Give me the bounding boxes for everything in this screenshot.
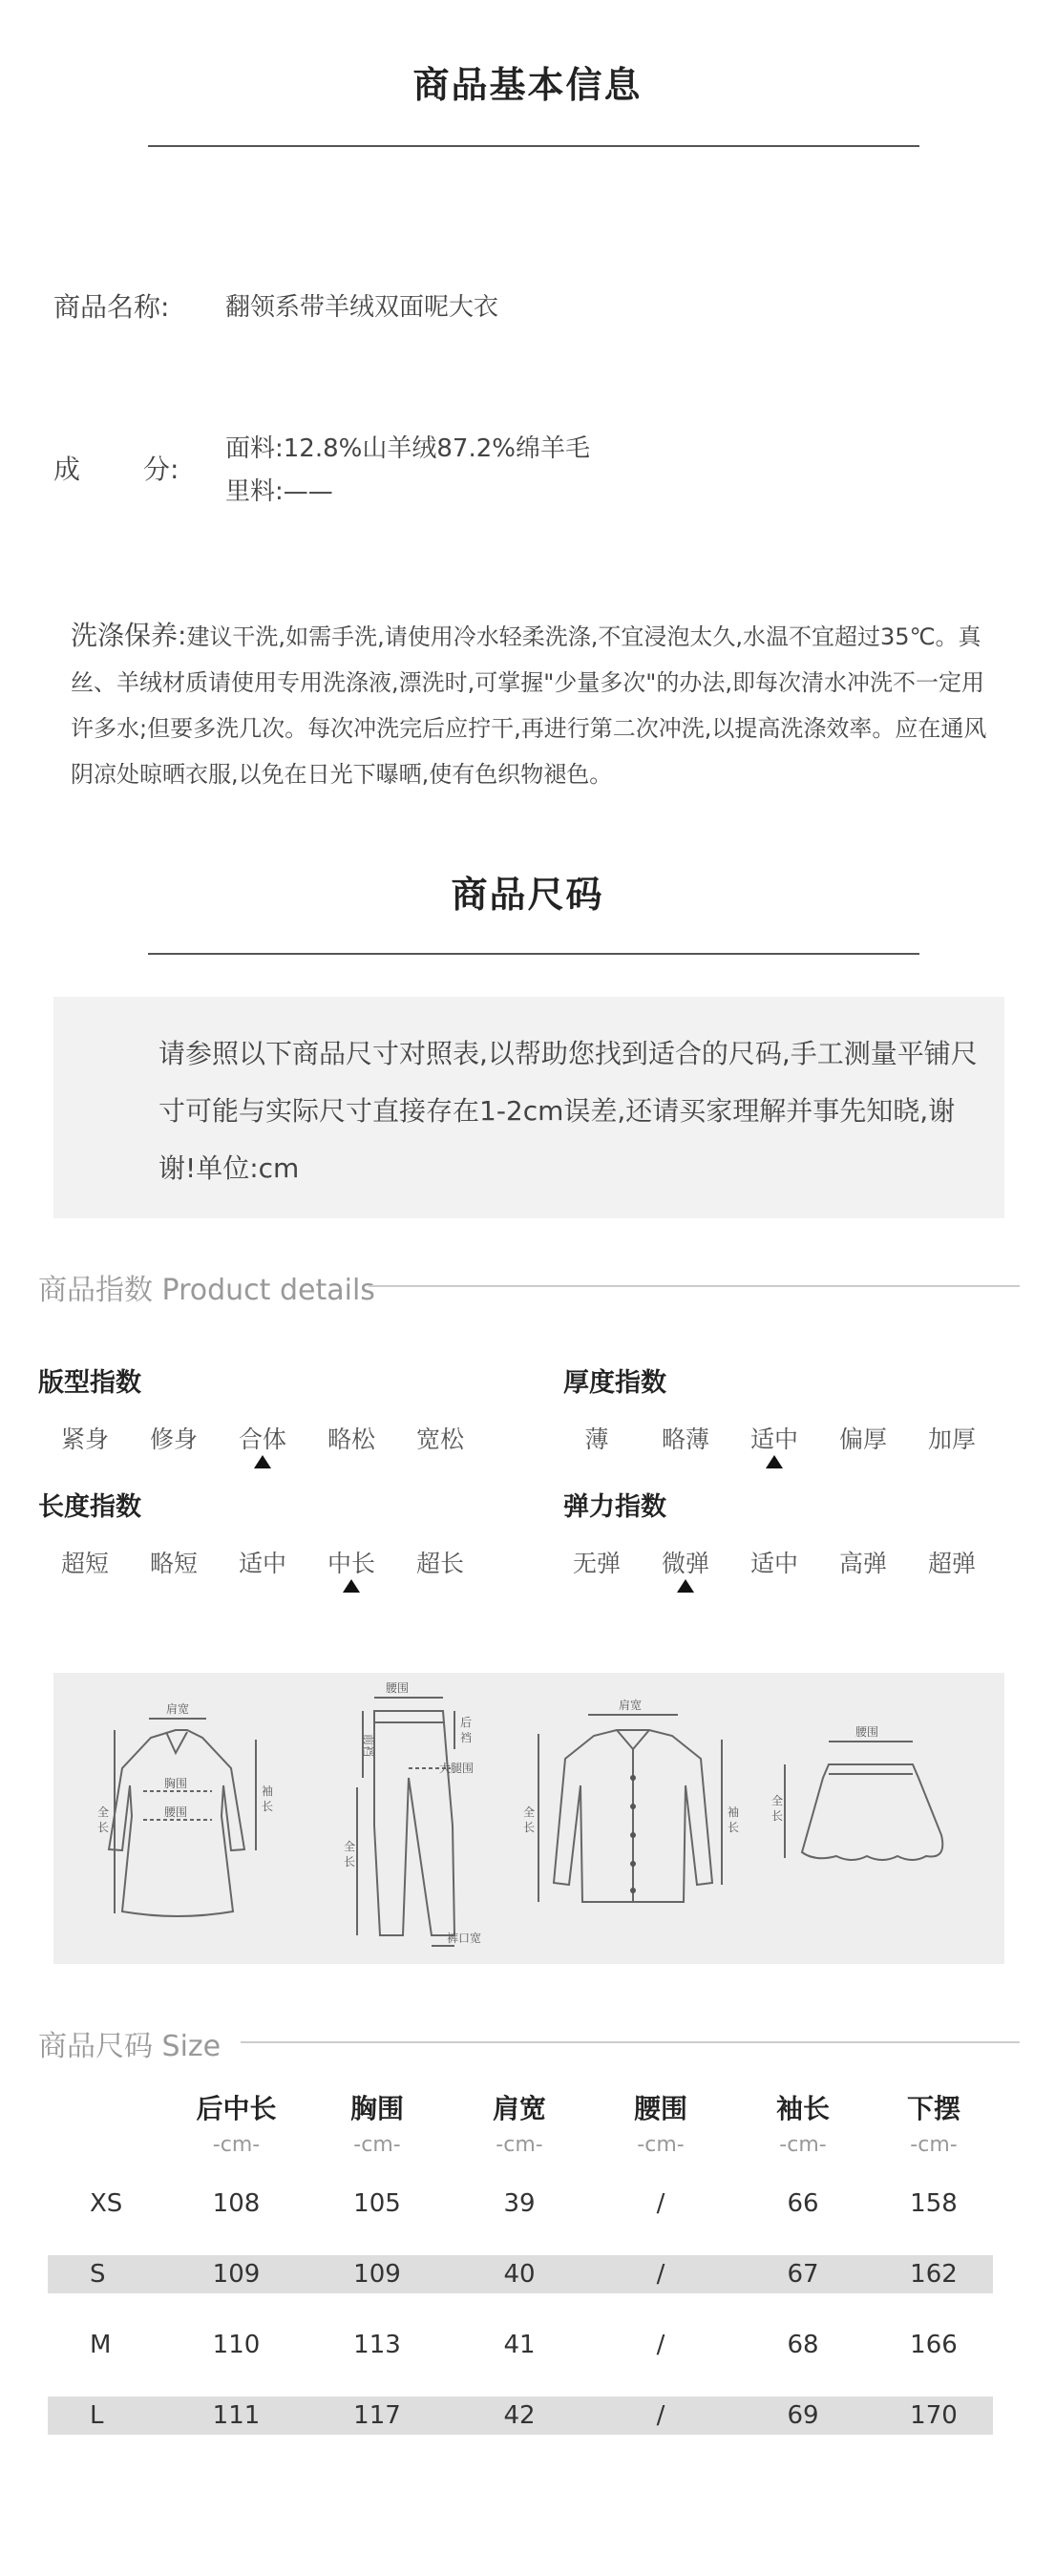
table-row <box>48 2397 993 2435</box>
size-table-header-row <box>48 2087 993 2127</box>
index-option: 修身 <box>149 1425 198 1453</box>
table-cell: 170 <box>875 2397 993 2435</box>
dress-bust-label: 胸围 <box>164 1777 188 1790</box>
table-cell: 162 <box>875 2255 993 2293</box>
index-title: 厚度指数 <box>563 1368 666 1398</box>
table-cell: 158 <box>910 2189 958 2218</box>
wash-care-label: 洗涤保养: <box>71 620 187 651</box>
index-option: 略短 <box>149 1550 198 1577</box>
table-cell: 113 <box>353 2331 401 2359</box>
unit-label: -cm- <box>637 2132 685 2157</box>
table-cell: 40 <box>449 2255 590 2293</box>
table-cell: / <box>590 2397 731 2435</box>
table-cell: 39 <box>503 2189 536 2218</box>
skirt-length-label-a: 全 <box>771 1794 784 1807</box>
table-row <box>48 2255 993 2293</box>
shirt-sleeve-label-a: 袖 <box>728 1805 740 1819</box>
shirt-length-label-b: 长 <box>523 1821 536 1834</box>
measurement-diagram-panel <box>53 1673 1004 1964</box>
unit-label: -cm- <box>496 2132 543 2157</box>
trousers-back-rise-label-a: 后 <box>460 1716 473 1729</box>
column-header: 肩宽 <box>492 2093 546 2124</box>
wash-care-text: 建议干洗,如需手洗,请使用冷水轻柔洗涤,不宜浸泡太久,水温不宜超过35℃。真丝、羊绒材质请使用专用洗涤液,漂洗时,可掌握"少量多次"的办法,即每次清水冲洗不一定用许多水;但要多洗几次。每次冲洗完后应拧干,再进行第二次冲洗,以提高洗涤效率。应在通风阴凉处晾晒衣服,以免在日光下曝晒,使有色织物褪色。 <box>71 623 987 788</box>
table-cell: / <box>656 2331 665 2359</box>
table-cell: 109 <box>167 2255 306 2293</box>
table-row <box>48 2326 993 2364</box>
trousers-back-rise-label-b: 裆 <box>460 1731 473 1744</box>
size-name: XS <box>90 2189 123 2218</box>
index-option: 适中 <box>238 1550 286 1577</box>
shirt-shoulder-label: 肩宽 <box>619 1699 643 1712</box>
table-cell: 109 <box>306 2255 449 2293</box>
dress-length-label-b: 长 <box>97 1821 110 1834</box>
table-cell: 110 <box>212 2331 261 2359</box>
composition-label-b: 分: <box>143 454 179 485</box>
selected-marker-icon <box>677 1579 694 1593</box>
table-cell: 67 <box>731 2255 875 2293</box>
index-option: 高弹 <box>838 1550 887 1577</box>
index-option: 中长 <box>327 1550 375 1577</box>
size-table-heading: 商品尺码 Size <box>38 2030 222 2063</box>
dress-shoulder-label: 肩宽 <box>166 1702 190 1716</box>
index-option: 适中 <box>749 1425 798 1453</box>
unit-label: -cm- <box>212 2132 261 2157</box>
index-option: 紧身 <box>60 1425 109 1453</box>
index-option: 适中 <box>749 1550 798 1577</box>
column-header: 后中长 <box>196 2093 277 2124</box>
index-option: 偏厚 <box>838 1425 887 1453</box>
shirt-diagram <box>538 1715 722 1902</box>
size-name: L <box>48 2397 167 2435</box>
index-option: 略薄 <box>661 1425 709 1453</box>
index-option: 超弹 <box>927 1550 976 1577</box>
table-cell: 105 <box>353 2189 401 2218</box>
table-cell: 117 <box>306 2397 449 2435</box>
table-cell: 108 <box>212 2189 261 2218</box>
column-header: 胸围 <box>349 2093 404 2124</box>
dress-waist-label: 腰围 <box>164 1805 188 1819</box>
measurement-diagrams-svg <box>53 1673 1004 1964</box>
size-notice-text: 请参照以下商品尺寸对照表,以帮助您找到适合的尺码,手工测量平铺尺寸可能与实际尺寸直接存在1-2cm误差,还请买家理解并事先知晓,谢谢!单位:cm <box>158 1038 978 1184</box>
table-cell: 68 <box>787 2331 819 2359</box>
column-header: 下摆 <box>906 2093 960 2124</box>
dress-sleeve-label-b: 长 <box>262 1800 274 1813</box>
index-option: 薄 <box>584 1425 609 1453</box>
index-title: 版型指数 <box>38 1368 141 1398</box>
index-option: 合体 <box>238 1425 286 1453</box>
unit-label: -cm- <box>910 2132 958 2157</box>
index-option: 无弹 <box>572 1550 621 1577</box>
dress-sleeve-label-a: 袖 <box>262 1784 274 1798</box>
selected-marker-icon <box>343 1579 360 1593</box>
basic-info-title: 商品基本信息 <box>412 64 643 106</box>
table-cell: 166 <box>910 2331 958 2359</box>
trousers-length-label-a: 全 <box>344 1840 356 1853</box>
trousers-waist-label: 腰围 <box>386 1681 410 1695</box>
trousers-length-label-b: 长 <box>344 1855 356 1869</box>
table-cell: 42 <box>449 2397 590 2435</box>
table-row <box>48 2185 993 2223</box>
index-option: 略松 <box>327 1425 375 1453</box>
selected-marker-icon <box>254 1455 271 1468</box>
size-column-header-empty <box>48 2087 167 2127</box>
trousers-thigh-label: 大腿围 <box>439 1762 475 1775</box>
product-details-heading: 商品指数 Product details <box>38 1274 375 1307</box>
skirt-diagram <box>785 1742 942 1860</box>
dress-length-label-a: 全 <box>97 1805 110 1819</box>
size-section-title: 商品尺码 <box>451 874 604 916</box>
table-cell: 111 <box>167 2397 306 2435</box>
table-cell: 69 <box>731 2397 875 2435</box>
trousers-front-rise-label: 前裆 <box>362 1734 375 1758</box>
fabric-value: 面料:12.8%山羊绒87.2%绵羊毛 <box>225 434 590 463</box>
shirt-length-label-a: 全 <box>523 1805 536 1819</box>
wash-care-paragraph <box>71 613 1006 797</box>
product-name-label: 商品名称: <box>53 291 170 323</box>
size-notice-box <box>53 997 1004 1218</box>
composition-label-a: 成 <box>53 454 81 485</box>
title-divider <box>148 145 919 147</box>
table-cell: / <box>590 2255 731 2293</box>
size-table <box>48 2087 993 2435</box>
size-name: M <box>90 2331 112 2359</box>
index-option: 宽松 <box>415 1425 464 1453</box>
skirt-length-label-b: 长 <box>771 1809 784 1823</box>
product-details-line <box>369 1285 1020 1287</box>
index-option: 超短 <box>60 1550 109 1577</box>
column-header: 腰围 <box>633 2093 687 2124</box>
table-cell: 41 <box>503 2331 536 2359</box>
selected-marker-icon <box>766 1455 783 1468</box>
skirt-waist-label: 腰围 <box>855 1725 879 1739</box>
trousers-leg-opening-label: 裤口宽 <box>447 1932 482 1945</box>
size-name: S <box>48 2255 167 2293</box>
unit-label: -cm- <box>353 2132 401 2157</box>
index-title: 弹力指数 <box>563 1492 666 1522</box>
lining-value: 里料:—— <box>225 477 333 506</box>
product-name-value: 翻领系带羊绒双面呢大衣 <box>225 293 499 322</box>
table-cell: / <box>656 2189 665 2218</box>
unit-label: -cm- <box>779 2132 827 2157</box>
table-cell: 66 <box>787 2189 819 2218</box>
size-table-heading-line <box>241 2041 1020 2043</box>
shirt-sleeve-label-b: 长 <box>728 1821 740 1834</box>
unit-row <box>48 2127 993 2162</box>
index-title: 长度指数 <box>38 1492 141 1522</box>
index-option: 加厚 <box>927 1425 976 1453</box>
column-header: 袖长 <box>775 2093 830 2124</box>
index-option: 微弹 <box>661 1550 709 1577</box>
index-option: 超长 <box>415 1550 464 1577</box>
size-title-divider <box>148 953 919 955</box>
